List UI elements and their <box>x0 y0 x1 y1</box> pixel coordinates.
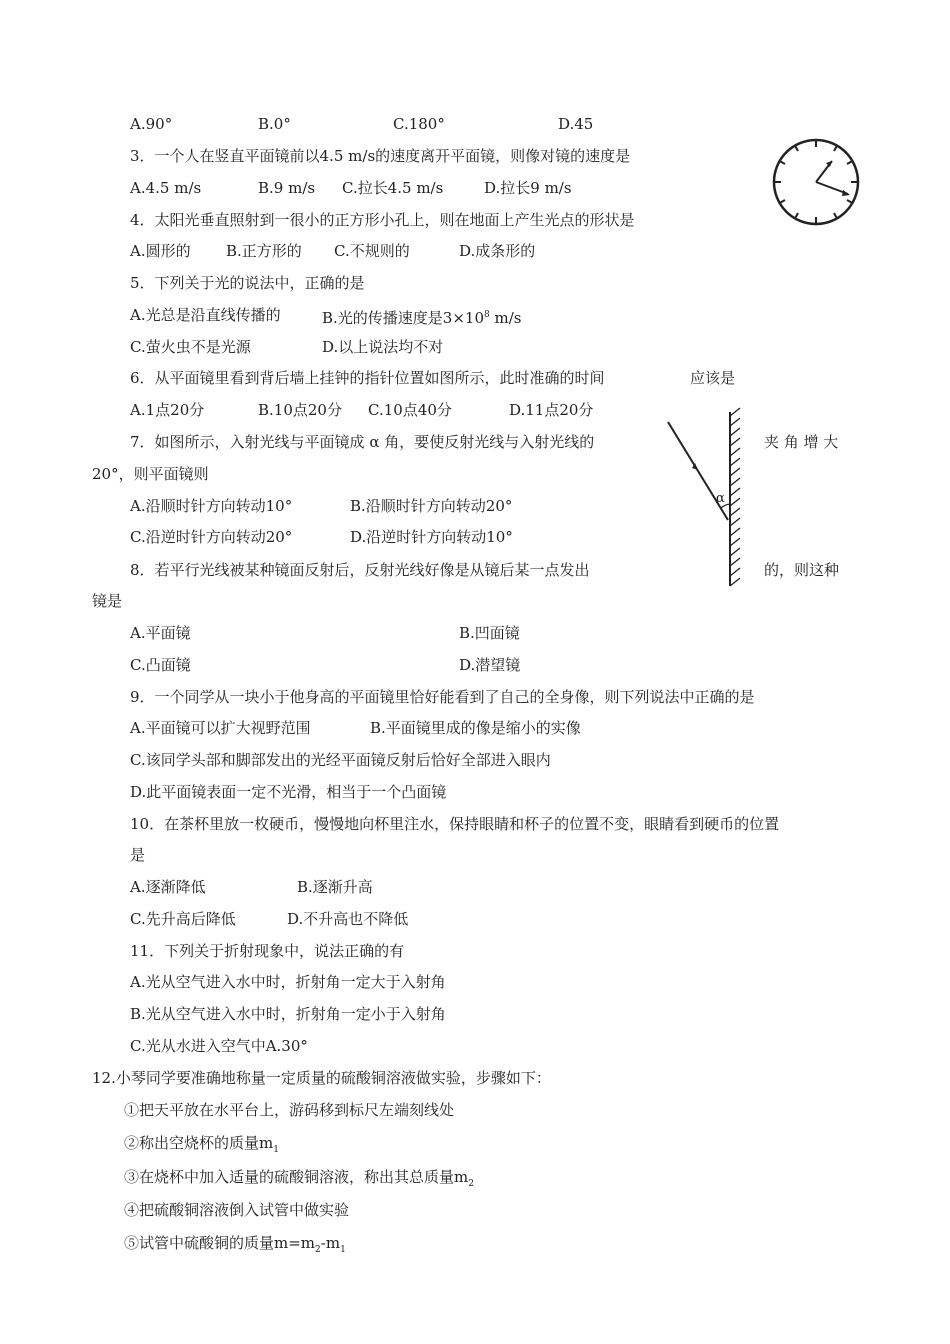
angle-alpha-label: α <box>716 491 725 506</box>
q12-step-5 <box>124 1233 346 1260</box>
q6-option-d: D.11点20分 <box>509 401 594 419</box>
q12-step-5-sub-2: 1 <box>340 1245 346 1255</box>
q5-stem: 5．下列关于光的说法中，正确的是 <box>130 274 365 292</box>
q6-option-c: C.10点40分 <box>368 401 452 419</box>
q2-option-b: B.0° <box>258 115 291 133</box>
q9-option-a: A.平面镜可以扩大视野范围 <box>130 719 311 737</box>
q7-stem-continued: 20°，则平面镜则 <box>92 465 209 483</box>
q5-option-b-unit: m/s <box>489 309 522 327</box>
q10-option-b: B.逐渐升高 <box>297 878 373 896</box>
q8-option-d: D.潜望镜 <box>459 656 521 674</box>
q11-option-a: A.光从空气进入水中时，折射角一定大于入射角 <box>130 973 446 991</box>
q4-stem: 4．太阳光垂直照射到一很小的正方形小孔上，则在地面上产生光点的形状是 <box>130 211 635 229</box>
q12-step-2 <box>124 1133 279 1160</box>
q3-option-b: B.9 m/s <box>258 179 316 197</box>
q5-option-b-exponent: 8 <box>484 310 490 320</box>
plane-mirror-figure <box>660 406 752 592</box>
q12-step-5-minus: -m <box>320 1234 341 1252</box>
q8-option-b: B.凹面镜 <box>459 624 520 642</box>
q3-option-d: D.拉长9 m/s <box>484 179 572 197</box>
q7-option-b: B.沿顺时针方向转动20° <box>350 497 513 515</box>
q8-stem: 8．若平行光线被某种镜面反射后，反射光线好像是从镜后某一点发出 <box>130 561 590 579</box>
clock-hand-long-arrow <box>842 190 850 196</box>
q3-option-a: A.4.5 m/s <box>130 179 202 197</box>
q11-option-c: C.光从水进入空气中A.30° <box>130 1037 308 1055</box>
mirror-clock-figure <box>770 136 862 228</box>
q8-option-a: A.平面镜 <box>130 624 191 642</box>
q4-option-b: B.正方形的 <box>226 242 302 260</box>
q6-option-a: A.1点20分 <box>130 401 205 419</box>
q3-stem: 3．一个人在竖直平面镜前以4.5 m/s的速度离开平面镜，则像对镜的速度是 <box>130 147 631 165</box>
q6-option-b: B.10点20分 <box>258 401 342 419</box>
q12-stem: 12.小琴同学要准确地称量一定质量的硫酸铜溶液做实验，步骤如下： <box>92 1069 551 1087</box>
q12-step-1: ①把天平放在水平台上，游码移到标尺左端刻线处 <box>124 1101 455 1119</box>
q7-stem-tail: 夹 角 增 大 <box>764 433 839 451</box>
q10-option-d: D.不升高也不降低 <box>287 910 409 928</box>
q5-option-d: D.以上说法均不对 <box>322 338 444 356</box>
q2-option-d: D.45 <box>558 115 594 133</box>
q12-step-5-sub-1: 2 <box>315 1245 321 1255</box>
q2-option-c: C.180° <box>393 115 445 133</box>
q9-option-d: D.此平面镜表面一定不光滑，相当于一个凸面镜 <box>130 783 447 801</box>
q5-option-c: C.萤火虫不是光源 <box>130 338 251 356</box>
q4-option-a: A.圆形的 <box>130 242 191 260</box>
q4-option-c: C.不规则的 <box>334 242 410 260</box>
q11-stem: 11．下列关于折射现象中，说法正确的有 <box>130 942 405 960</box>
q5-option-b-text: B.光的传播速度是3×10 <box>322 309 484 327</box>
q9-stem: 9．一个同学从一块小于他身高的平面镜里恰好能看到了自己的全身像，则下列说法中正确的是 <box>130 688 755 706</box>
q3-option-c: C.拉长4.5 m/s <box>342 179 444 197</box>
q9-option-b: B.平面镜里成的像是缩小的实像 <box>370 719 581 737</box>
q12-step-2-sub: 1 <box>273 1145 279 1155</box>
q12-step-2-text: ②称出空烧杯的质量m <box>124 1134 274 1152</box>
q11-option-b: B.光从空气进入水中时，折射角一定小于入射角 <box>130 1005 446 1023</box>
q9-option-c: C.该同学头部和脚部发出的光经平面镜反射后恰好全部进入眼内 <box>130 751 551 769</box>
q12-step-3-text: ③在烧杯中加入适量的硫酸铜溶液，称出其总质量m <box>124 1168 469 1186</box>
q6-stem: 6．从平面镜里看到背后墙上挂钟的指针位置如图所示，此时准确的时间 <box>130 369 605 387</box>
q5-option-a: A.光总是沿直线传播的 <box>130 306 281 324</box>
q5-option-b <box>322 305 521 328</box>
q12-step-5-text: ⑤试管中硫酸铜的质量m=m <box>124 1234 316 1252</box>
q8-option-c: C.凸面镜 <box>130 656 191 674</box>
q7-stem: 7．如图所示，入射光线与平面镜成 α 角，要使反射光线与入射光线的 <box>130 433 595 451</box>
q8-stem-continued: 镜是 <box>92 592 123 610</box>
q7-option-c: C.沿逆时针方向转动20° <box>130 528 293 546</box>
q8-stem-tail: 的，则这种 <box>764 561 840 579</box>
q12-step-4: ④把硫酸铜溶液倒入试管中做实验 <box>124 1201 350 1219</box>
q12-step-3 <box>124 1167 474 1194</box>
q10-option-a: A.逐渐降低 <box>130 878 206 896</box>
q2-option-a: A.90° <box>130 115 173 133</box>
q7-option-d: D.沿逆时针方向转动10° <box>350 528 513 546</box>
q10-stem: 10．在茶杯里放一枚硬币，慢慢地向杯里注水，保持眼睛和杯子的位置不变，眼睛看到硬币的位置 <box>130 815 780 833</box>
q7-option-a: A.沿顺时针方向转动10° <box>130 497 293 515</box>
q4-option-d: D.成条形的 <box>459 242 536 260</box>
q6-stem-tail: 应该是 <box>690 369 736 387</box>
q10-stem-continued: 是 <box>130 846 146 864</box>
q12-step-3-sub: 2 <box>468 1179 474 1189</box>
mirror-hatching <box>730 408 740 586</box>
q10-option-c: C.先升高后降低 <box>130 910 236 928</box>
